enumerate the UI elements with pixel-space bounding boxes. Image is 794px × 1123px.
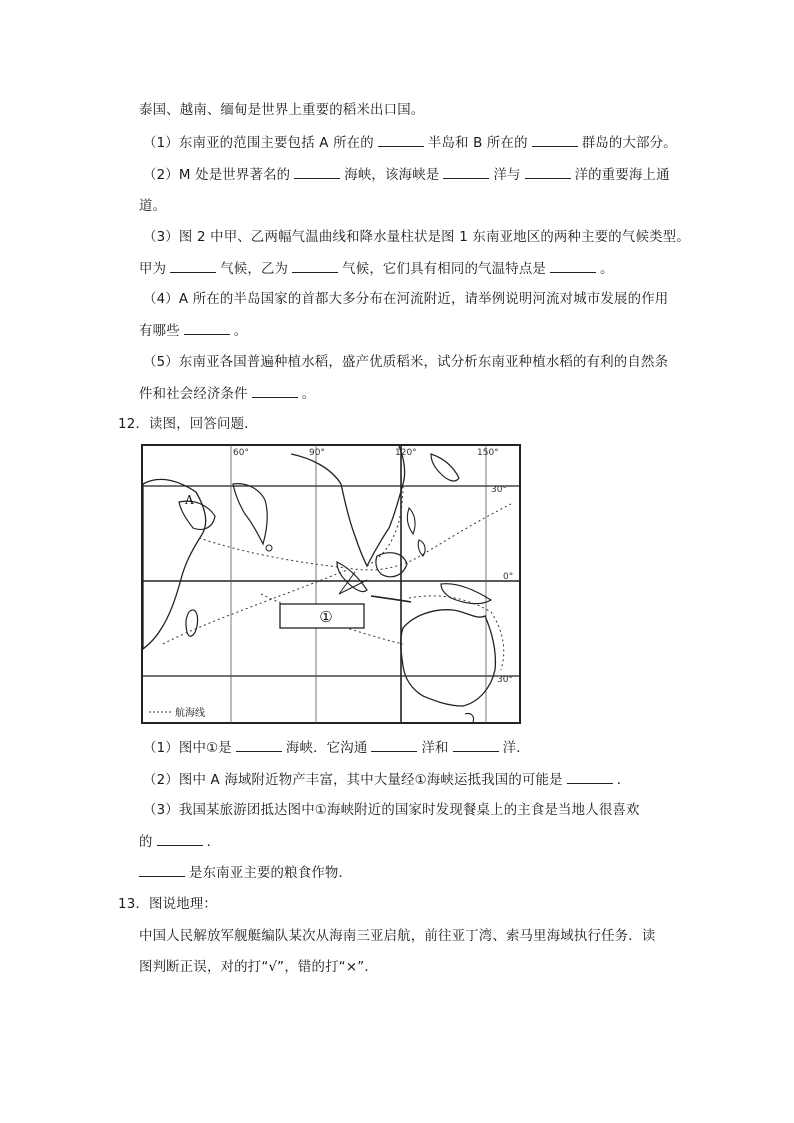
answer-blank[interactable]	[170, 259, 216, 273]
q11-part3-text-b: 气候，乙为	[220, 262, 289, 277]
q11-part4-text-b: 。	[233, 324, 248, 339]
answer-blank[interactable]	[371, 738, 417, 752]
q12-part1-text-d: 洋．	[502, 741, 530, 756]
lon-label: 60°	[233, 448, 249, 458]
lon-label: 150°	[477, 448, 499, 458]
answer-blank[interactable]	[532, 133, 578, 147]
answer-blank[interactable]	[525, 165, 571, 179]
q11-part1-text-b: 半岛和 B 所在的	[427, 136, 528, 151]
answer-blank[interactable]	[550, 259, 596, 273]
map-frame	[142, 445, 520, 723]
q11-part2-text-a: （2）M 处是世界著名的	[143, 168, 291, 183]
q11-part1	[143, 133, 677, 154]
legend-label: 航海线	[175, 708, 205, 719]
answer-blank[interactable]	[378, 133, 424, 147]
q11-part2-continued: 道。	[139, 199, 167, 214]
q12-part1-text-c: 洋和	[421, 741, 449, 756]
q12-part3-line2	[139, 832, 220, 853]
q12-part3-text-a: 的	[139, 835, 153, 850]
answer-blank[interactable]	[443, 165, 489, 179]
q11-part1-text-c: 群岛的大部分。	[581, 136, 677, 151]
q11-part3-text-d: 。	[600, 262, 614, 277]
sea-route-map	[141, 444, 521, 724]
q11-part3-line1: （3）图 2 中甲、乙两幅气温曲线和降水量柱状是图 1 东南亚地区的两种主要的气候类型。	[143, 230, 690, 245]
q11-part5-line2	[139, 384, 315, 405]
q13-line2: 图判断正误，对的打“√”，错的打“×”．	[139, 960, 378, 975]
q11-part3-line2	[139, 259, 614, 280]
q12-header: 12．读图，回答问题．	[118, 417, 258, 432]
lon-label: 90°	[309, 448, 325, 458]
lat-label: 30°	[497, 675, 513, 685]
region-label-a: A	[185, 493, 194, 507]
q13-header: 13．图说地理：	[118, 897, 217, 912]
q12-part1	[143, 738, 530, 759]
answer-blank[interactable]	[294, 165, 340, 179]
answer-blank[interactable]	[184, 321, 230, 335]
q12-part3-line1: （3）我国某旅游团抵达图中①海峡附近的国家时发现餐桌上的主食是当地人很喜欢	[143, 803, 640, 818]
q11-part1-text-a: （1）东南亚的范围主要包括 A 所在的	[143, 136, 374, 151]
q11-part2-text-d: 洋的重要海上通	[574, 168, 670, 183]
strait-marker: ①	[319, 608, 333, 626]
q12-part3-text-c: 是东南亚主要的粮食作物．	[189, 866, 353, 881]
q12-part1-text-b: 海峡．它沟通	[285, 741, 368, 756]
answer-blank[interactable]	[139, 863, 185, 877]
answer-blank[interactable]	[453, 738, 499, 752]
q11-part4-line2	[139, 321, 247, 342]
q11-part3-text-c: 气候，它们具有相同的气温特点是	[342, 262, 546, 277]
q12-part2	[143, 770, 630, 791]
q11-part2-text-c: 洋与	[493, 168, 521, 183]
q11-part5-text-a: 件和社会经济条件	[139, 387, 248, 402]
q11-part4-text-a: 有哪些	[139, 324, 180, 339]
q11-part4-line1: （4）A 所在的半岛国家的首都大多分布在河流附近，请举例说明河流对城市发展的作用	[143, 292, 669, 307]
q11-part2-text-b: 海峡，该海峡是	[344, 168, 440, 183]
q11-part3-text-a: 甲为	[139, 262, 167, 277]
answer-blank[interactable]	[236, 738, 282, 752]
lat-label: 0°	[503, 572, 514, 582]
q12-part2-text-a: （2）图中 A 海域附近物产丰富，其中大量经①海峡运抵我国的可能是	[143, 773, 563, 788]
intro-text: 泰国、越南、缅甸是世界上重要的稻米出口国。	[139, 103, 425, 118]
q12-part2-text-b: ．	[616, 773, 631, 788]
answer-blank[interactable]	[252, 384, 298, 398]
q13-line1: 中国人民解放军舰艇编队某次从海南三亚启航，前往亚丁湾、索马里海域执行任务．读	[139, 929, 656, 944]
q11-part5-line1: （5）东南亚各国普遍种植水稻，盛产优质稻米，试分析东南亚种植水稻的有利的自然条	[143, 355, 669, 370]
q12-part3-line3	[139, 863, 352, 884]
lat-label: 30°	[491, 485, 507, 495]
answer-blank[interactable]	[157, 832, 203, 846]
q11-part2	[143, 165, 670, 186]
q12-part3-text-b: ．	[206, 835, 221, 850]
lon-label: 120°	[395, 448, 417, 458]
answer-blank[interactable]	[292, 259, 338, 273]
q11-part5-text-b: 。	[301, 387, 316, 402]
q12-part1-text-a: （1）图中①是	[143, 741, 232, 756]
answer-blank[interactable]	[567, 770, 613, 784]
